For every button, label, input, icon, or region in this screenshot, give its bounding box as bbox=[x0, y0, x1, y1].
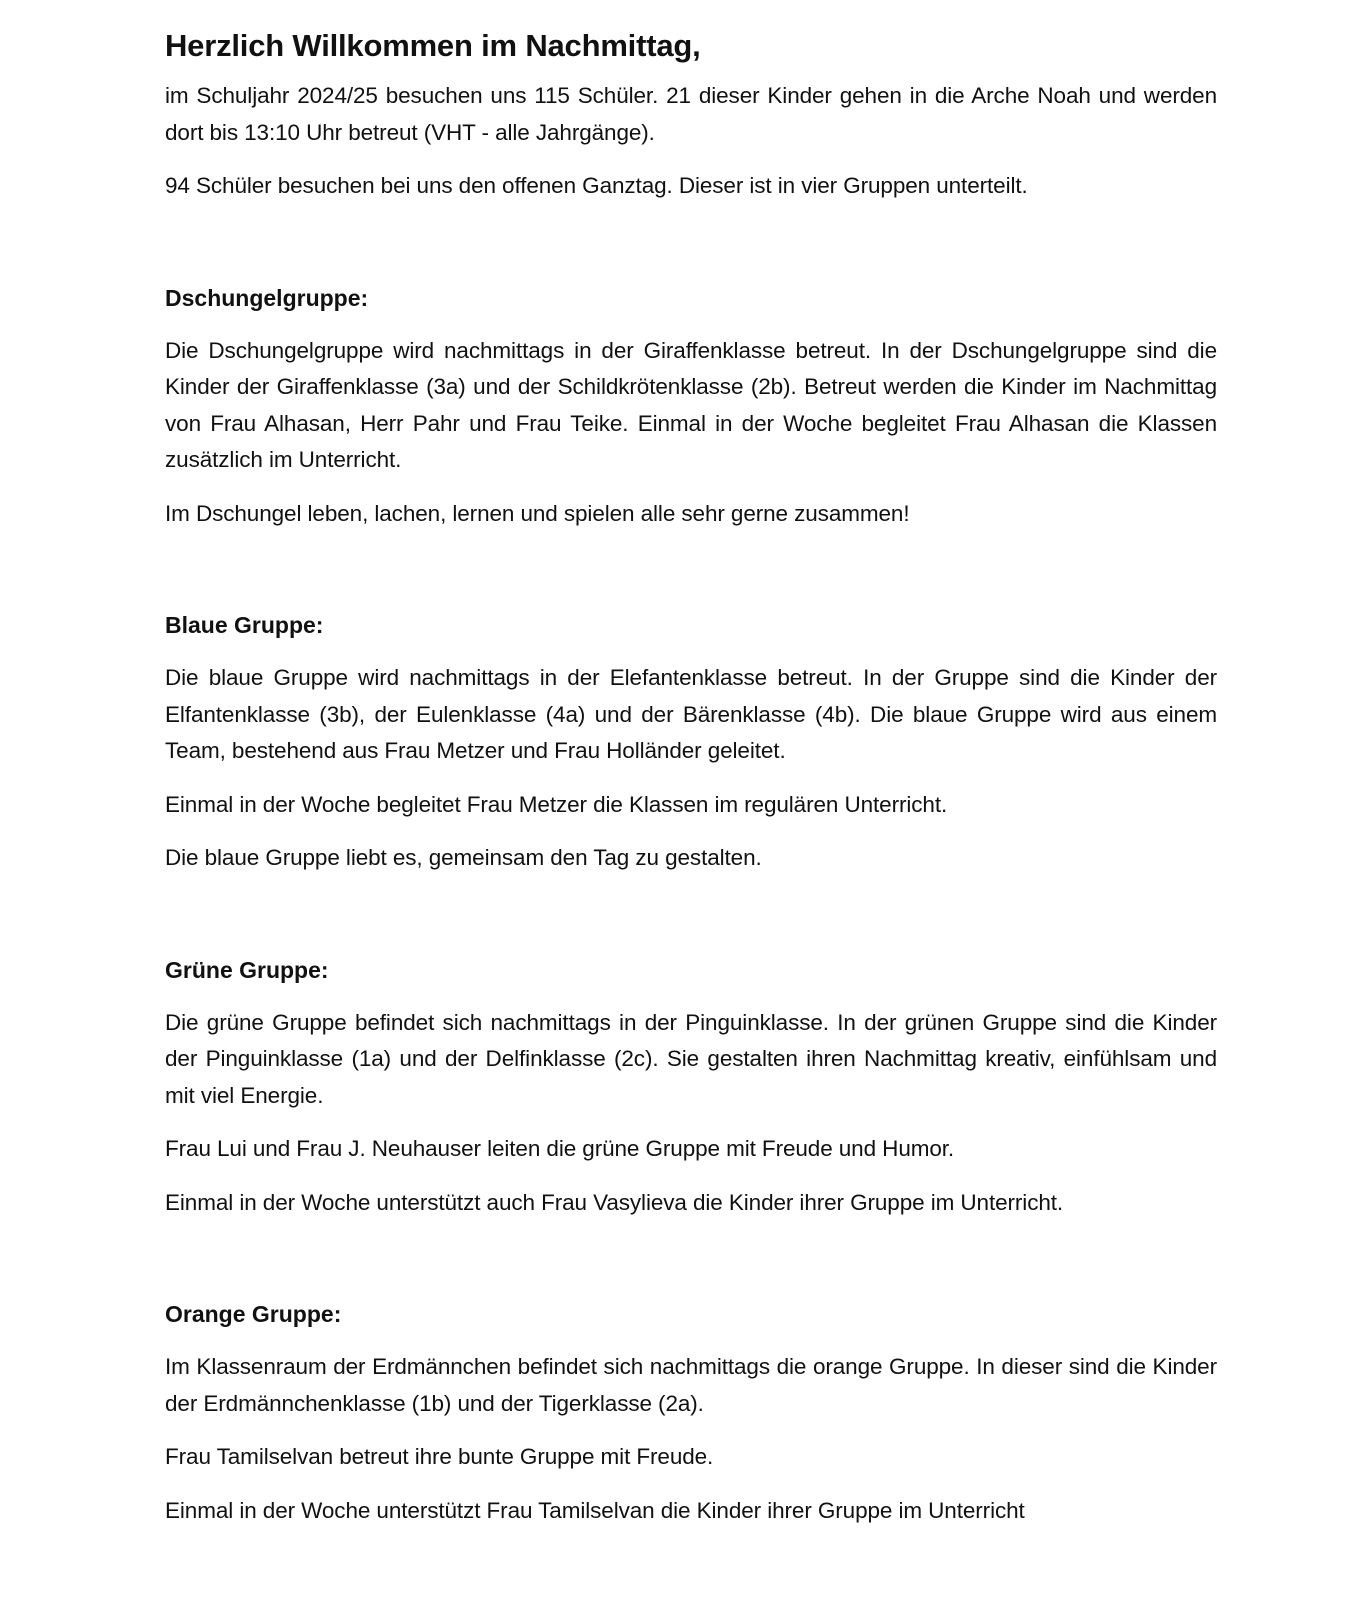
section-paragraph: Frau Tamilselvan betreut ihre bunte Gruppe mit Freude. bbox=[165, 1444, 714, 1469]
section-dschungelgruppe bbox=[165, 280, 1217, 533]
section-heading: Dschungelgruppe: bbox=[165, 284, 369, 311]
intro-paragraph: im Schuljahr 2024/25 besuchen uns 115 Schüler. 21 dieser Kinder gehen in die Arche Noah und werden dort bis 13:10 Uhr betreut (VHT - alle Jahrgänge). bbox=[165, 83, 1217, 145]
section-paragraph: Einmal in der Woche begleitet Frau Metzer die Klassen im regulären Unterricht. bbox=[165, 791, 948, 817]
section-heading: Orange Gruppe: bbox=[165, 1301, 342, 1327]
intro-paragraph: 94 Schüler besuchen bei uns den offenen Ganztag. Dieser ist in vier Gruppen unterteilt. bbox=[165, 173, 1028, 198]
section-heading: Grüne Gruppe: bbox=[165, 956, 329, 983]
section-paragraph: Die blaue Gruppe liebt es, gemeinsam den Tag zu gestalten. bbox=[165, 845, 762, 870]
section-heading: Blaue Gruppe: bbox=[165, 612, 324, 638]
section-paragraph: Im Dschungel leben, lachen, lernen und spielen alle sehr gerne zusammen! bbox=[165, 500, 910, 526]
section-paragraph: Die blaue Gruppe wird nachmittags in der Elefantenklasse betreut. In der Gruppe sind die Kinder der Elfantenklasse (3b), der Eulenklasse (4a) und der Bärenklasse (4b). Die blaue Gruppe wird aus einem Team, bestehend aus Frau Metzer und Frau Holländer geleitet. bbox=[165, 665, 1217, 763]
section-paragraph: Einmal in der Woche unterstützt auch Frau Vasylieva die Kinder ihrer Gruppe im Unterricht. bbox=[165, 1189, 1064, 1215]
section-paragraph: Die grüne Gruppe befindet sich nachmittags in der Pinguinklasse. In der grünen Gruppe sind die Kinder der Pinguinklasse (1a) und der Delfinklasse (2c). Sie gestalten ihren Nachmittag kreativ, einfühlsam und mit viel Energie. bbox=[165, 1009, 1217, 1108]
section-paragraph: Einmal in der Woche unterstützt Frau Tamilselvan die Kinder ihrer Gruppe im Unterricht bbox=[165, 1497, 1025, 1523]
section-blaue-gruppe bbox=[165, 607, 1217, 877]
section-paragraph: Im Klassenraum der Erdmännchen befindet sich nachmittags die orange Gruppe. In dieser sind die Kinder der Erdmännchenklasse (1b) und der Tigerklasse (2a). bbox=[165, 1354, 1217, 1416]
section-gruene-gruppe bbox=[165, 952, 1217, 1222]
section-paragraph: Die Dschungelgruppe wird nachmittags in der Giraffenklasse betreut. In der Dschungelgruppe sind die Kinder der Giraffenklasse (3a) und der Schildkrötenklasse (2b). Betreut werden die Kinder im Nachmittag von Frau Alhasan, Herr Pahr und Frau Teike. Einmal in der Woche begleitet Frau Alhasan die Klassen zusätzlich im Unterricht. bbox=[165, 337, 1217, 472]
section-paragraph: Frau Lui und Frau J. Neuhauser leiten die grüne Gruppe mit Freude und Humor. bbox=[165, 1136, 955, 1161]
document-page bbox=[165, 0, 1217, 1529]
section-orange-gruppe bbox=[165, 1296, 1217, 1529]
document-title: Herzlich Willkommen im Nachmittag, bbox=[165, 28, 701, 63]
